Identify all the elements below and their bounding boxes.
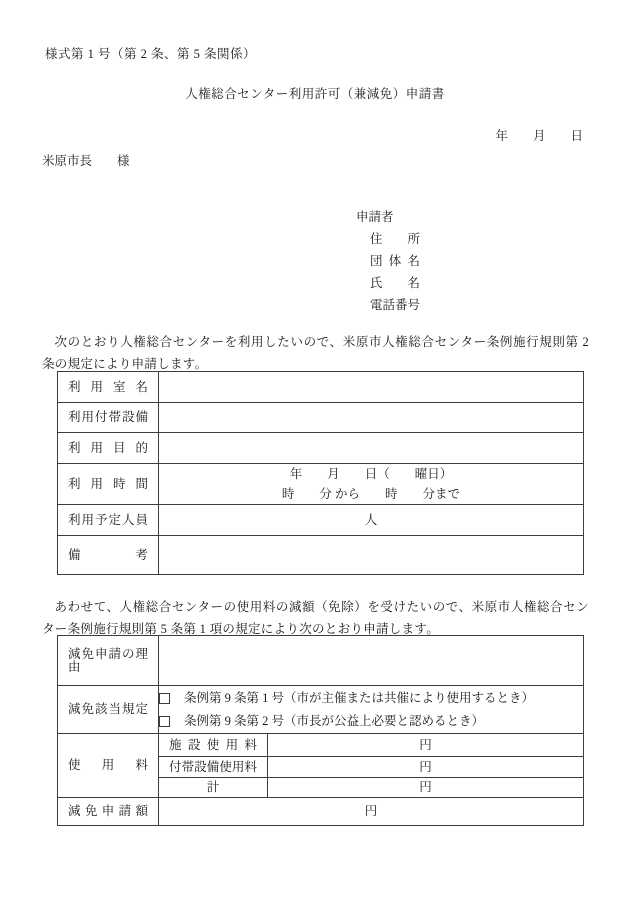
equipment-label: 利用付帯設備: [68, 410, 148, 425]
provision-option-1: [159, 687, 583, 710]
usage-application-paragraph: 次のとおり人権総合センターを利用したいので、米原市人権総合センター条例施行規則第 2 条の規定により申請します。: [42, 335, 589, 371]
applicant-heading: 申請者: [356, 210, 394, 224]
reduction-application-paragraph: あわせて、人権総合センターの使用料の減額（免除）を受けたいので、米原市人権総合センター条例施行規則第 5 条第 1 項の規定により次のとおり申請します。: [42, 600, 589, 636]
form-number: 様式第 1 号（第 2 条、第 5 条関係）: [45, 47, 257, 61]
facility-fee-field: 円: [268, 734, 584, 757]
provision-label: 減免該当規定: [68, 702, 148, 717]
phone-label: 電話番号: [370, 297, 421, 312]
equipment-fee-label: 付帯設備使用料: [169, 759, 257, 774]
table-row: [58, 636, 584, 686]
purpose-field: [159, 433, 584, 464]
provision-option-1-label: 条例第 9 条第 1 号（市が主催または共催により使用するとき）: [184, 690, 535, 705]
usage-time-field: [159, 464, 584, 505]
room-name-field: [159, 372, 584, 403]
table-row: [58, 464, 584, 505]
applicant-phone-row: [370, 299, 420, 321]
table-row: [58, 372, 584, 403]
usage-table: [57, 371, 584, 575]
time-label: 利用時間: [68, 476, 148, 491]
checkbox-icon[interactable]: [159, 693, 170, 704]
group-name-label: 団体名: [370, 253, 420, 268]
reduction-table: [57, 635, 584, 826]
usage-date-line: 年 月 日（ 曜日）: [289, 467, 453, 481]
fee-label: 使用料: [68, 758, 148, 773]
addressee: 米原市長 様: [42, 154, 130, 168]
facility-fee-label: 施設使用料: [169, 737, 257, 752]
table-row: [58, 686, 584, 734]
table-row: [58, 403, 584, 433]
purpose-label: 利用目的: [68, 440, 148, 455]
reduction-reason-field: [159, 636, 584, 686]
remarks-field: [159, 536, 584, 575]
equipment-field: [159, 403, 584, 433]
equipment-fee-field: 円: [268, 757, 584, 778]
people-label: 利用予定人員: [68, 512, 148, 527]
applicant-name-row: [370, 277, 420, 299]
remarks-label: 備考: [68, 547, 148, 562]
checkbox-icon[interactable]: [159, 716, 170, 727]
provision-option-2: [159, 710, 583, 733]
provision-option-2-label: 条例第 9 条第 2 号（市長が公益上必要と認めるとき）: [184, 713, 485, 728]
applicant-group-row: [370, 255, 420, 277]
name-label: 氏名: [370, 275, 420, 290]
reduction-amount-label: 減免申請額: [68, 804, 148, 819]
table-row: [58, 505, 584, 536]
page-title: 人権総合センター利用許可（兼減免）申請書: [185, 87, 445, 101]
reduction-reason-label: 減免申請の理由: [68, 647, 148, 674]
table-row: [58, 536, 584, 575]
table-row: [58, 734, 584, 757]
room-name-label: 利用室名: [68, 379, 148, 394]
reduction-amount-field: 円: [159, 798, 584, 826]
address-label: 住所: [370, 231, 420, 246]
applicant-address-row: [370, 233, 420, 255]
table-row: [58, 433, 584, 464]
provision-options-cell: [159, 686, 584, 734]
date-line: 年 月 日: [495, 129, 583, 143]
table-row: [58, 798, 584, 826]
applicant-block: [356, 211, 420, 321]
usage-hours-line: 時 分 から 時 分まで: [281, 487, 461, 501]
total-fee-field: 円: [268, 778, 584, 798]
total-fee-label: 計: [206, 780, 220, 795]
people-count-field: 人: [159, 505, 584, 536]
